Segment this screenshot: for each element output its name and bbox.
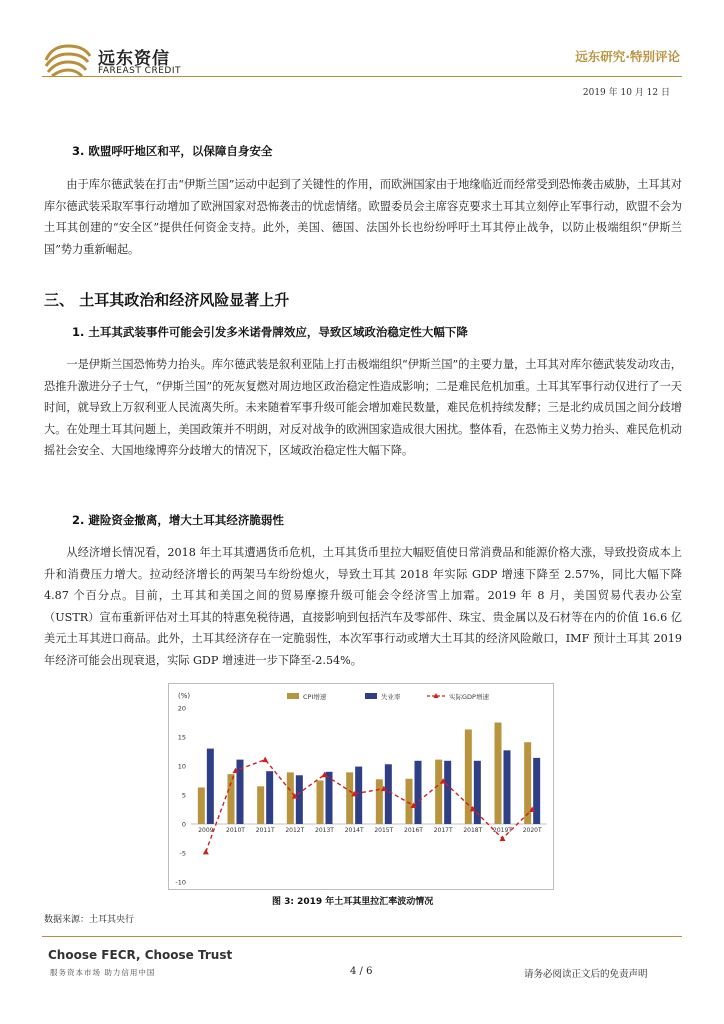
bar-unemployment: [266, 771, 273, 824]
bar-cpi: [346, 772, 353, 824]
figure-caption: 图 3: 2019 年土耳其里拉汇率波动情况: [272, 897, 434, 907]
y-tick-label: 10: [177, 762, 186, 771]
y-tick-label: 15: [177, 733, 186, 742]
bar-unemployment: [415, 761, 422, 824]
subsection-title-eu: 3. 欧盟呼吁地区和平，以保障自身安全: [72, 144, 273, 158]
y-axis-unit-label: (%): [178, 692, 191, 700]
x-tick-label: 2009: [198, 827, 214, 834]
bar-cpi: [376, 779, 383, 824]
legend-label: CPI增速: [303, 693, 327, 701]
bar-unemployment: [207, 749, 214, 824]
x-tick-label: 2019T: [493, 827, 512, 834]
x-tick-label: 2013T: [315, 827, 334, 834]
paragraph-capital: 从经济增长情况看，2018 年土耳其遭遇货币危机，土耳其货币里拉大幅贬值使日常消费品和能源价格大涨，导致投资成本上升和消费压力增大。拉动经济增长的两架马车纷纷熄火，导致土耳其 2018 年实际 GDP 增速下降至 2.57%，同比大幅下降 4.87 个百分点。目前，土耳其和美国之间的贸易摩擦升级可能会令经济雪上加霜。2019 年 8 月，美国贸易代表办公室（USTR）宣布重新评估对土耳其的特惠免税待遇，直接影响到包括汽车及零部件、珠宝、贵金属以及石材等在内的价值 16.6 亿美元土耳其进口商品。此外，土耳其经济存在一定脆弱性，本次军事行动或增大土耳其的经济风险敞口，IMF 预计土耳其 2019 年经济可能会出现衰退，实际 GDP 增速进一步下降至-2.54%。: [44, 546, 682, 667]
section-title-risk: 三、 土耳其政治和经济风险显著上升: [44, 291, 290, 309]
x-tick-label: 2020T: [522, 827, 542, 834]
subsection-title-domino: 1. 土耳其武装事件可能会引发多米诺骨牌效应，导致区域政治稳定性大幅下降: [72, 325, 468, 339]
gdp-growth-line: [206, 760, 532, 852]
brand-name-cn: 远东资信: [98, 49, 170, 69]
y-tick-label: -5: [179, 849, 186, 858]
brand-name-en: FAREAST CREDIT: [98, 66, 181, 76]
bar-cpi: [228, 774, 235, 824]
subsection-title-capital: 2. 避险资金撤离，增大土耳其经济脆弱性: [72, 513, 284, 527]
bar-cpi: [198, 787, 205, 824]
y-tick-label: 0: [181, 820, 186, 829]
footer-slogan: Choose FECR, Choose Trust: [48, 948, 233, 962]
paragraph-eu: 由于库尔德武装在打击“伊斯兰国”运动中起到了关键性的作用，而欧洲国家由于地缘临近而经常受到恐怖袭击威胁，土耳其对库尔德武装采取军事行动增加了欧洲国家对恐怖袭击的忧虑情绪。欧盟委员会主席容克要求土耳其立刻停止军事行动，欧盟不会为土耳其创建的“安全区”提供任何资金支持。此外，美国、德国、法国外长也纷纷呼吁土耳其停止战争，以防止极端组织“伊斯兰国”势力重新崛起。: [44, 178, 682, 256]
brand-logo-icon: [42, 40, 94, 80]
x-tick-label: 2018T: [463, 827, 483, 834]
x-tick-label: 2011T: [255, 827, 275, 834]
macro-indicator-chart: [169, 684, 553, 889]
bar-cpi: [435, 760, 442, 824]
legend-swatch: [365, 693, 377, 699]
legend-label: 实际GDP增速: [449, 693, 489, 701]
y-tick-label: -10: [175, 878, 186, 887]
bar-unemployment: [385, 764, 392, 824]
legend-swatch: [287, 693, 299, 699]
gdp-growth-point: [262, 757, 268, 763]
paragraph-domino: 一是伊斯兰国恐怖势力抬头。库尔德武装是叙利亚陆上打击极端组织“伊斯兰国”的主要力量，土耳其对库尔德武装发动攻击，恐推升激进分子士气，“伊斯兰国”的死灰复燃对周边地区政治稳定性造成影响；二是难民危机加重。土耳其军事行动仅进行了一天时间，就导致上万叙利亚人民流离失所。未来随着军事升级可能会增加难民数量，难民危机持续发酵；三是北约成员国之间分歧增大。在处理土耳其问题上，美国政策并不明朗，对反对战争的欧洲国家造成很大困扰。整体看，在恐怖主义势力抬头、难民危机动摇社会安全、大国地缘博弈分歧增大的情况下，区域政治稳定性大幅下降。: [44, 358, 682, 457]
header-divider: [42, 76, 682, 77]
chart-container: [168, 683, 554, 890]
bar-cpi: [317, 781, 324, 825]
footer-disclaimer: 请务必阅读正文后的免责声明: [524, 969, 648, 980]
bar-unemployment: [504, 750, 511, 824]
bar-unemployment: [296, 775, 303, 824]
bar-cpi: [257, 786, 264, 824]
bar-cpi: [495, 723, 502, 825]
x-tick-label: 2014T: [344, 827, 364, 834]
header: [0, 0, 724, 100]
x-tick-label: 2017T: [433, 827, 453, 834]
bar-unemployment: [474, 761, 481, 824]
gdp-growth-point: [500, 836, 506, 842]
x-tick-label: 2015T: [374, 827, 394, 834]
figure-source: 数据来源：土耳其央行: [44, 915, 135, 925]
x-tick-label: 2016T: [404, 827, 423, 834]
x-tick-label: 2010T: [226, 827, 245, 834]
y-tick-label: 5: [181, 791, 186, 800]
report-series-label: 远东研究·特别评论: [575, 49, 680, 64]
report-date: 2019 年 10 月 12 日: [582, 88, 670, 98]
y-tick-label: 20: [177, 704, 186, 713]
footer-subtitle: 服务资本市场 助力信用中国: [50, 968, 156, 977]
bar-unemployment: [533, 758, 540, 824]
bar-cpi: [406, 779, 413, 824]
legend-label: 失业率: [381, 693, 401, 701]
bar-unemployment: [444, 761, 451, 824]
footer-divider: [42, 936, 682, 937]
gdp-growth-point: [203, 849, 209, 855]
page-number: 4 / 6: [350, 966, 373, 977]
x-tick-label: 2012T: [285, 827, 305, 834]
